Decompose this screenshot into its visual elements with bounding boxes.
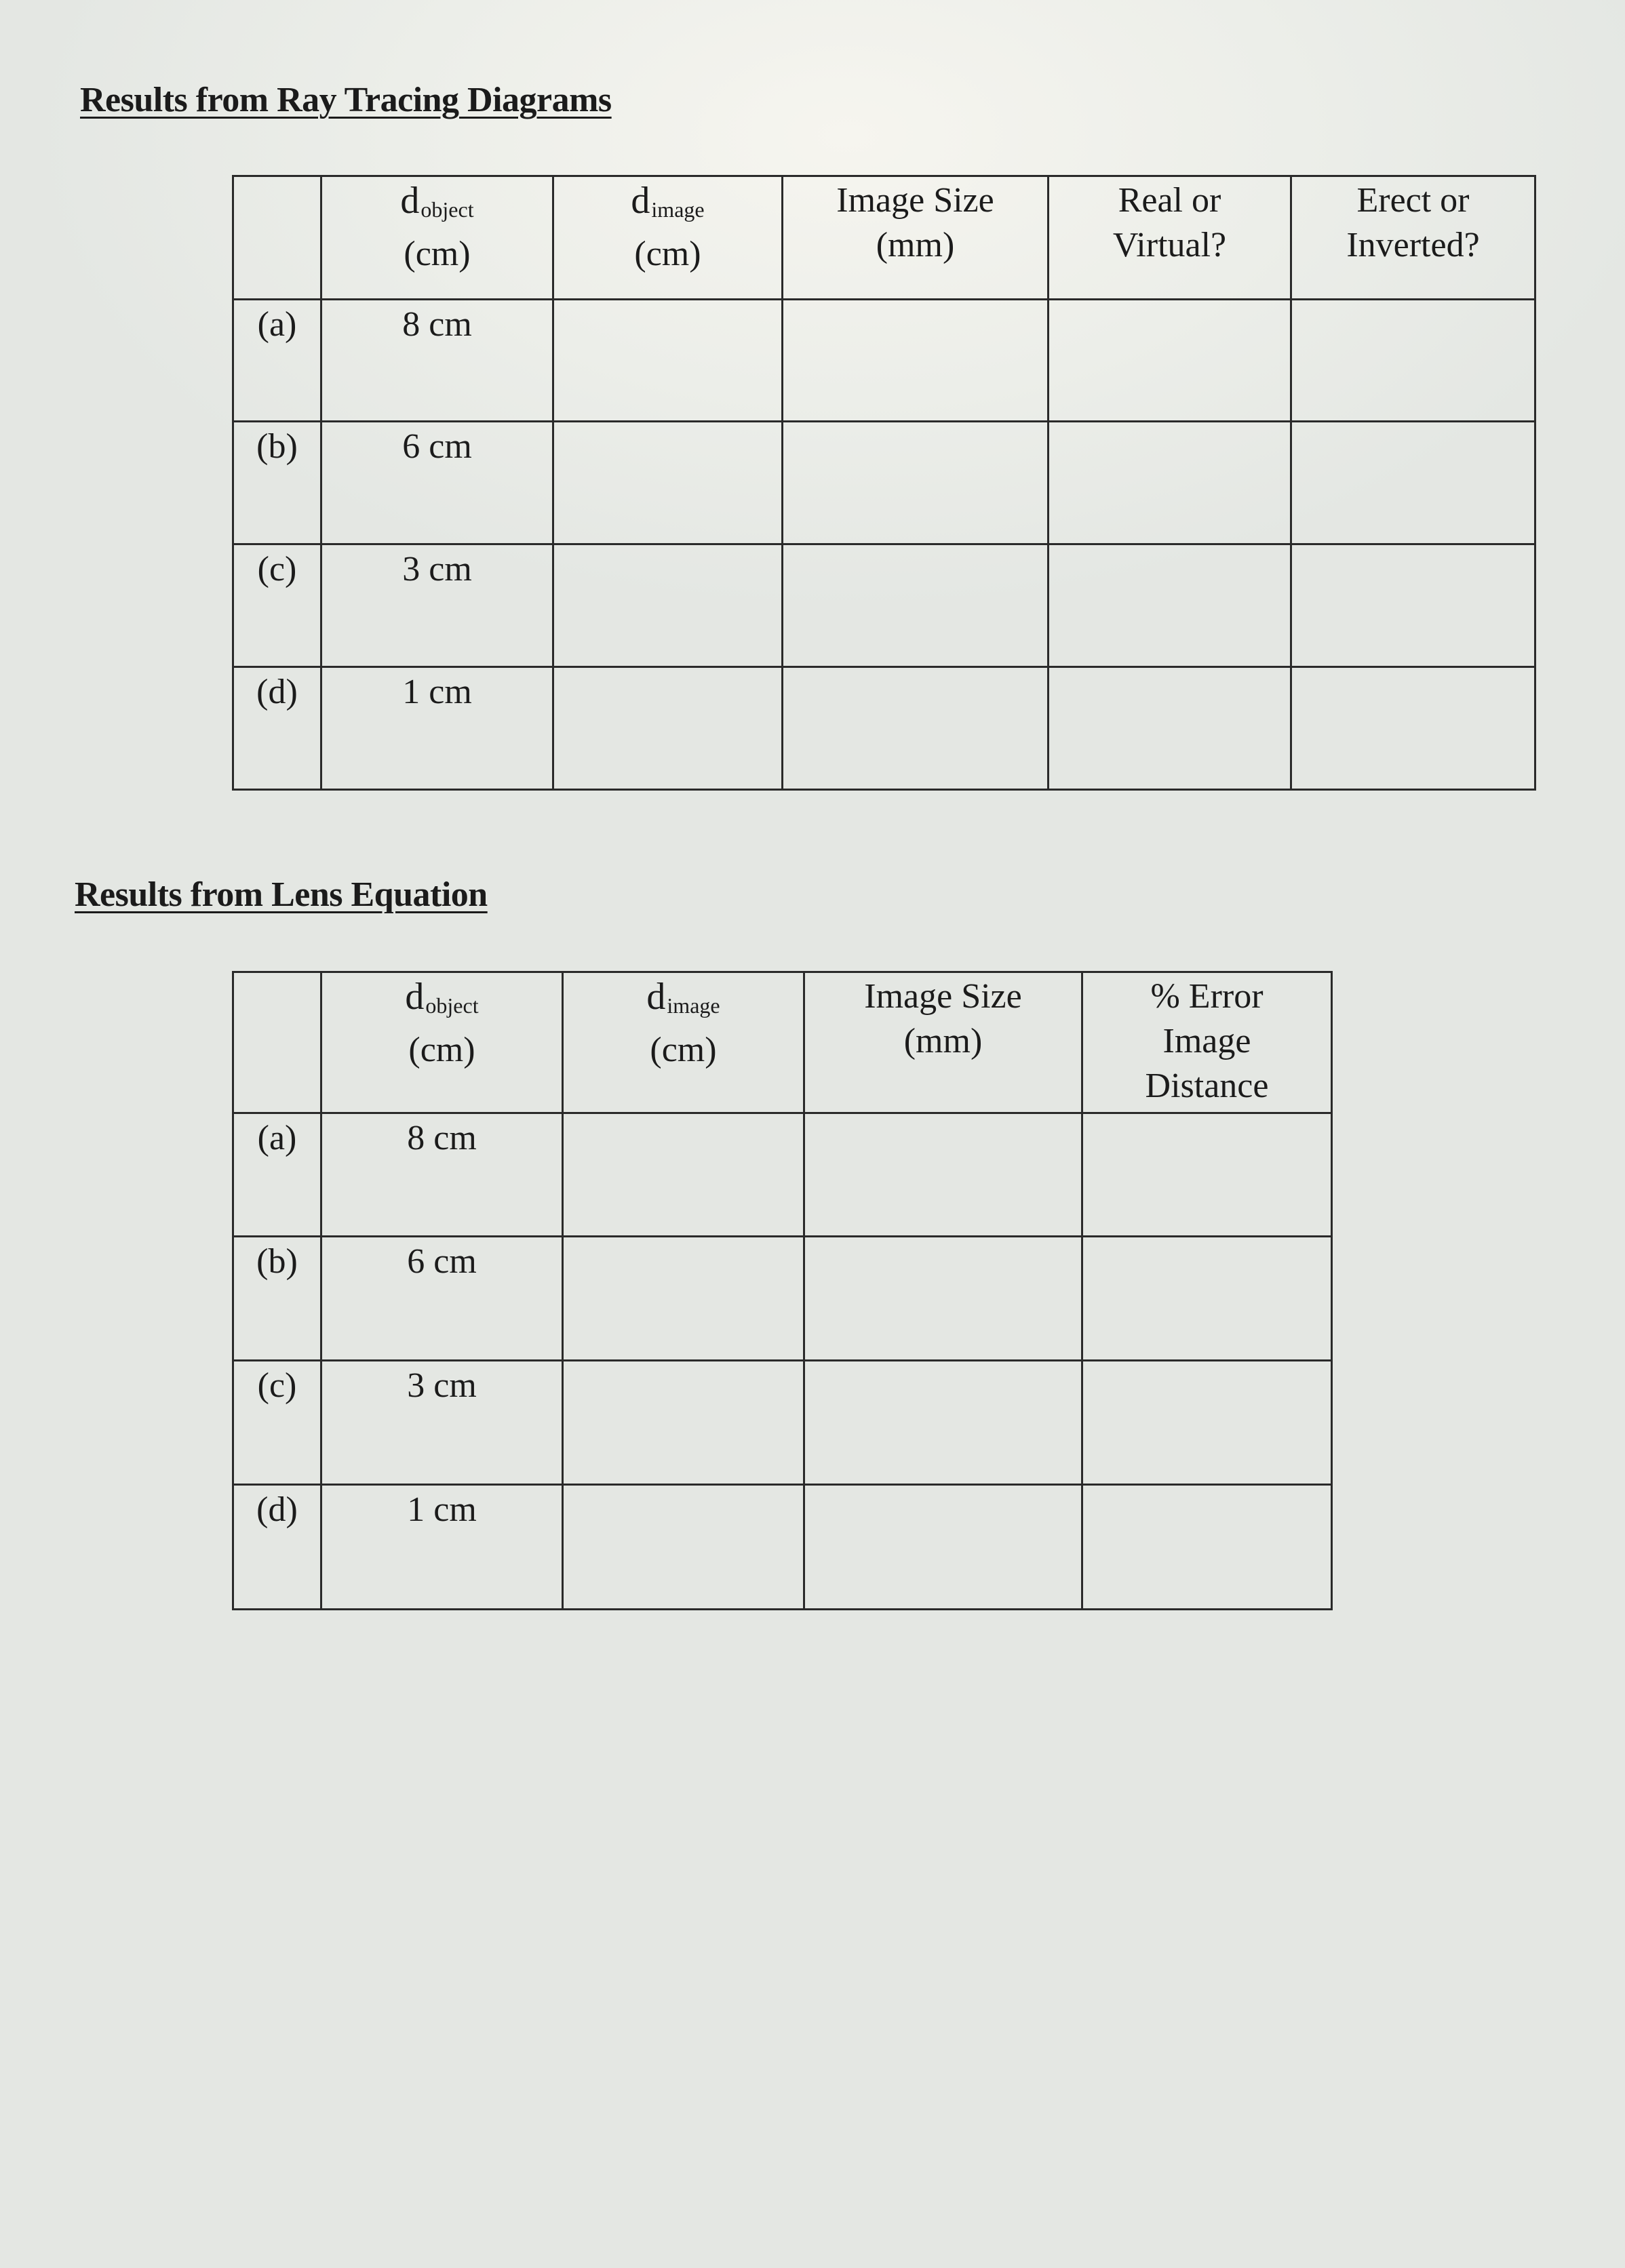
- header-real-or-virtual: Real or Virtual?: [1049, 176, 1291, 300]
- header-image-size: Image Size (mm): [804, 972, 1082, 1113]
- d-object-value: 8 cm: [321, 300, 553, 422]
- image-size-input-cell[interactable]: [783, 544, 1049, 667]
- header-image-size: Image Size (mm): [783, 176, 1049, 300]
- row-label: (b): [233, 422, 321, 544]
- image-size-input-cell[interactable]: [804, 1113, 1082, 1237]
- row-label: (b): [233, 1237, 321, 1361]
- header-d-object: dobject (cm): [321, 972, 563, 1113]
- percent-error-input-cell[interactable]: [1082, 1485, 1332, 1610]
- table-row: [233, 1113, 1332, 1237]
- image-size-input-cell[interactable]: [804, 1237, 1082, 1361]
- d-image-input-cell[interactable]: [553, 667, 783, 790]
- table-header-row: [233, 176, 1535, 300]
- header-d-image: dimage (cm): [563, 972, 804, 1113]
- percent-error-input-cell[interactable]: [1082, 1237, 1332, 1361]
- header-d-object: dobject (cm): [321, 176, 553, 300]
- row-label: (a): [233, 300, 321, 422]
- d-image-input-cell[interactable]: [563, 1485, 804, 1610]
- d-image-input-cell[interactable]: [553, 422, 783, 544]
- corner-cell: [233, 972, 321, 1113]
- percent-error-input-cell[interactable]: [1082, 1113, 1332, 1237]
- lens-equation-table: [232, 971, 1333, 1610]
- image-size-input-cell[interactable]: [804, 1485, 1082, 1610]
- d-image-input-cell[interactable]: [563, 1361, 804, 1485]
- image-size-input-cell[interactable]: [783, 667, 1049, 790]
- real-virtual-input-cell[interactable]: [1049, 667, 1291, 790]
- erect-inverted-input-cell[interactable]: [1291, 422, 1535, 544]
- table-row: [233, 1485, 1332, 1610]
- erect-inverted-input-cell[interactable]: [1291, 300, 1535, 422]
- lens-equation-heading: Results from Lens Equation: [75, 875, 488, 914]
- real-virtual-input-cell[interactable]: [1049, 422, 1291, 544]
- row-label: (a): [233, 1113, 321, 1237]
- d-object-value: 8 cm: [321, 1113, 563, 1237]
- d-image-input-cell[interactable]: [563, 1113, 804, 1237]
- table-row: [233, 1237, 1332, 1361]
- d-image-input-cell[interactable]: [553, 544, 783, 667]
- d-object-value: 3 cm: [321, 1361, 563, 1485]
- d-object-value: 6 cm: [321, 422, 553, 544]
- table-row: [233, 1361, 1332, 1485]
- d-object-value: 1 cm: [321, 1485, 563, 1610]
- percent-error-input-cell[interactable]: [1082, 1361, 1332, 1485]
- table-row: [233, 544, 1535, 667]
- row-label: (d): [233, 1485, 321, 1610]
- image-size-input-cell[interactable]: [783, 300, 1049, 422]
- d-object-value: 6 cm: [321, 1237, 563, 1361]
- header-erect-or-inverted: Erect or Inverted?: [1291, 176, 1535, 300]
- erect-inverted-input-cell[interactable]: [1291, 667, 1535, 790]
- table-row: [233, 300, 1535, 422]
- real-virtual-input-cell[interactable]: [1049, 544, 1291, 667]
- row-label: (d): [233, 667, 321, 790]
- d-object-value: 1 cm: [321, 667, 553, 790]
- d-image-input-cell[interactable]: [563, 1237, 804, 1361]
- ray-tracing-heading: Results from Ray Tracing Diagrams: [80, 81, 612, 119]
- table-row: [233, 667, 1535, 790]
- row-label: (c): [233, 544, 321, 667]
- corner-cell: [233, 176, 321, 300]
- image-size-input-cell[interactable]: [783, 422, 1049, 544]
- table-row: [233, 422, 1535, 544]
- d-object-value: 3 cm: [321, 544, 553, 667]
- header-d-image: dimage (cm): [553, 176, 783, 300]
- table-header-row: [233, 972, 1332, 1113]
- ray-tracing-table: [232, 175, 1536, 791]
- header-percent-error: % Error Image Distance: [1082, 972, 1332, 1113]
- d-image-input-cell[interactable]: [553, 300, 783, 422]
- row-label: (c): [233, 1361, 321, 1485]
- real-virtual-input-cell[interactable]: [1049, 300, 1291, 422]
- erect-inverted-input-cell[interactable]: [1291, 544, 1535, 667]
- image-size-input-cell[interactable]: [804, 1361, 1082, 1485]
